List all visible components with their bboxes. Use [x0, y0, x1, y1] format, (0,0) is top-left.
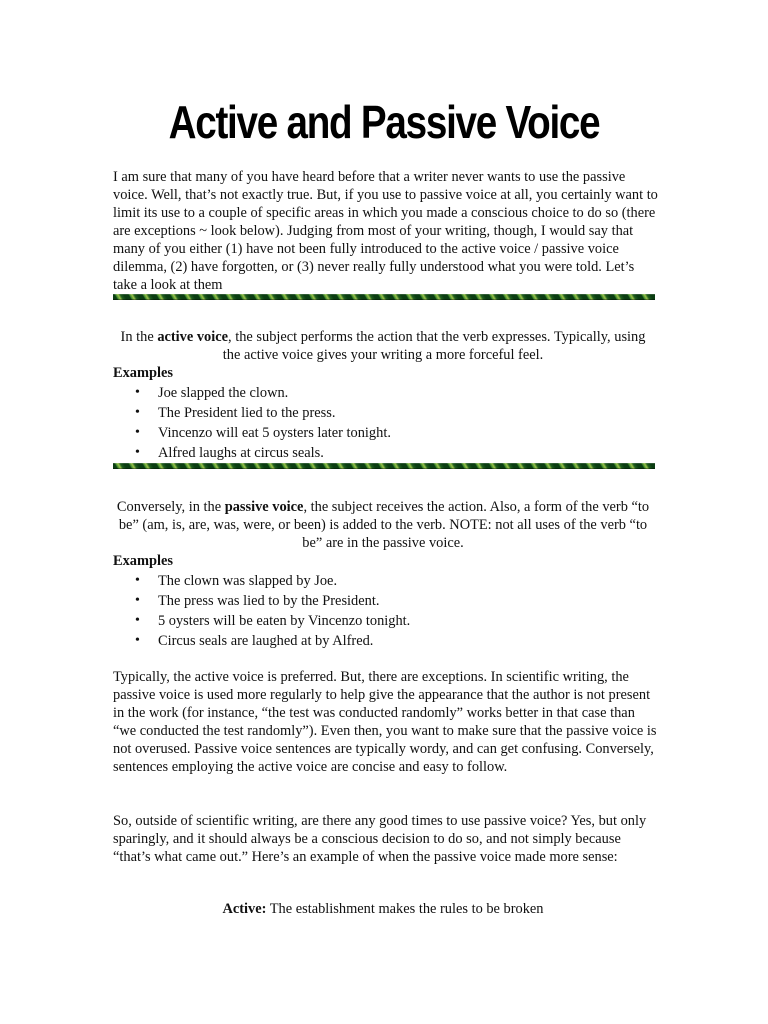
active-voice-definition [113, 328, 653, 364]
list-item-text: Alfred laughs at circus seals. [158, 445, 324, 461]
list-item [113, 423, 653, 443]
bullet-icon: • [135, 593, 140, 608]
list-item [113, 611, 653, 631]
typically-paragraph: Typically, the active voice is preferred. But, there are exceptions. In scientific writing, the passive voice is used more regularly to help give the appearance that the author is not present in the work (for instance, “the test was conducted randomly” works better in that case than “we conducted the test randomly”). Even then, you want to make sure that the passive voice is not overused. Passive voice sentences are typically wordy, and can get confusing. Conversely, sentences employing the active voice are concise and easy to follow. [113, 669, 657, 775]
bullet-icon: • [135, 385, 140, 400]
active-example-line [113, 900, 653, 918]
passive-definition-lead: Conversely, in the [116, 499, 225, 515]
list-item [113, 443, 653, 463]
intro-paragraph: I am sure that many of you have heard before that a writer never wants to use the passive voice. Well, that’s not exactly true. But, if you use to passive voice at all, you certainly want to limit its use to a couple of specific areas in which you made a conscious choice to do so (there are exceptions ~ look below). Judging from most of your writing, though, I would say that many of you either (1) have not been fully introduced to the active voice / passive voice dilemma, (2) have forgotten, or (3) never really fully understood what you were told. Let’s take a look at them [113, 169, 658, 293]
active-voice-term: active voice [157, 329, 229, 345]
bullet-icon: • [135, 405, 140, 420]
scientific-writing-paragraph: So, outside of scientific writing, are there any good times to use passive voice? Yes, but only sparingly, and it should always be a conscious decision to do so, and not simply because “that’s what came out.” Here’s an example of when the passive voice made more sense: [113, 813, 647, 865]
list-item [113, 591, 653, 611]
list-item-text: Joe slapped the clown. [158, 385, 289, 401]
active-definition-lead: In the [120, 329, 158, 345]
list-item-text: The clown was slapped by Joe. [158, 573, 338, 589]
decorative-divider [113, 463, 655, 469]
bullet-icon: • [135, 445, 140, 460]
list-item-text: Circus seals are laughed at by Alfred. [158, 633, 374, 649]
passive-voice-definition [113, 498, 653, 552]
list-item [113, 571, 653, 591]
list-item [113, 403, 653, 423]
active-examples-list [113, 383, 653, 463]
passive-voice-term: passive voice [224, 499, 304, 515]
bullet-icon: • [135, 613, 140, 628]
list-item-text: The press was lied to by the President. [158, 593, 380, 609]
passive-examples-heading: Examples [113, 553, 173, 569]
list-item [113, 383, 653, 403]
active-example-text: The establishment makes the rules to be broken [266, 901, 544, 917]
list-item-text: The President lied to the press. [158, 405, 336, 421]
bullet-icon: • [135, 633, 140, 648]
active-examples-heading: Examples [113, 365, 173, 381]
passive-examples-list [113, 571, 653, 651]
list-item-text: Vincenzo will eat 5 oysters later tonight. [158, 425, 391, 441]
active-example-label: Active: [222, 901, 267, 917]
bullet-icon: • [135, 573, 140, 588]
page-title: Active and Passive Voice [168, 96, 600, 148]
bullet-icon: • [135, 425, 140, 440]
decorative-divider [113, 294, 655, 300]
list-item-text: 5 oysters will be eaten by Vincenzo tonight. [158, 613, 411, 629]
passive-definition-text: , the subject receives the action. Also, a form of the verb “to be” (am, is, are, was, were, or been) is added to the verb. NOTE: not all uses of the verb “to be” are in the passive voice. [118, 499, 650, 551]
list-item [113, 631, 653, 651]
active-definition-text: , the subject performs the action that the verb expresses. Typically, using the active voice gives your writing a more forceful feel. [222, 329, 646, 363]
